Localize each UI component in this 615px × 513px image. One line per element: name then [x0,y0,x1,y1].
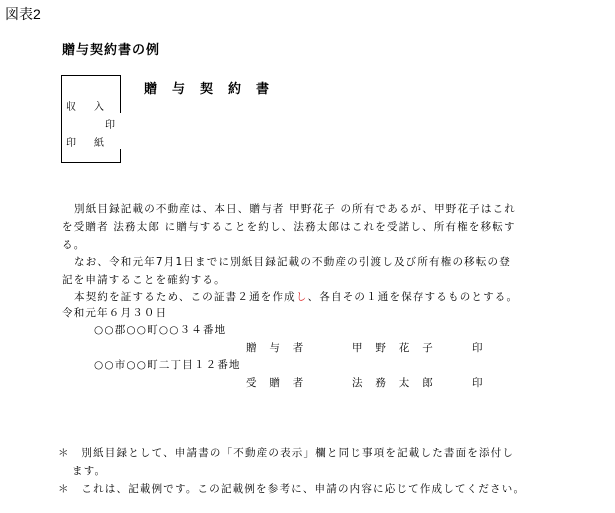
body-line: る。 [62,239,86,251]
body-text: 本契約を証するため、この証書２通を作成 [74,291,296,303]
body-line [74,289,518,304]
body-text: 、各自その１通を保存するものとする。 [307,291,519,303]
donor-address: ○○郡○○町○○３４番地 [94,324,227,336]
donor-seal: 印 [472,342,484,354]
document-heading: 贈与契約書の例 [62,43,161,58]
stamp-label-paper: 印 紙 [66,138,108,149]
donor-name: 甲 野 花 子 [352,342,434,354]
contract-title: 贈与契約書 [144,82,285,97]
stamp-label-seal: 印 [105,120,119,131]
body-line: なお、令和元年7月1日までに別紙目録記載の不動産の引渡し及び所有権の移転の登 [74,256,511,268]
donee-address: ○○市○○町二丁目１２番地 [94,359,241,371]
note-line: ＊ これは、記載例です。この記載例を参考に、申請の内容に応じて作成してください。 [58,483,526,495]
body-line: 記を申請することを確約する。 [62,274,226,286]
contract-date: 令和元年６月３０日 [62,307,168,319]
body-line: を受贈者 法務太郎 に贈与することを約し、法務太郎はこれを受諾し、所有権を移転す [62,221,516,233]
figure-label: 図表2 [5,6,41,22]
donor-role: 贈 与 者 [246,342,305,354]
note-line: ＊ 別紙目録として、申請書の「不動産の表示」欄と同じ事項を記載した書面を添付し [58,447,515,459]
donee-name: 法 務 太 郎 [352,377,434,389]
note-line: ます。 [72,465,107,477]
stamp-label-revenue: 収 入 [66,102,108,113]
body-line: 別紙目録記載の不動産は、本日、贈与者 甲野花子 の所有であるが、甲野花子はこれ [74,203,516,215]
donee-seal: 印 [472,377,484,389]
body-text-red-mark: し [295,291,308,303]
donee-role: 受 贈 者 [246,377,305,389]
